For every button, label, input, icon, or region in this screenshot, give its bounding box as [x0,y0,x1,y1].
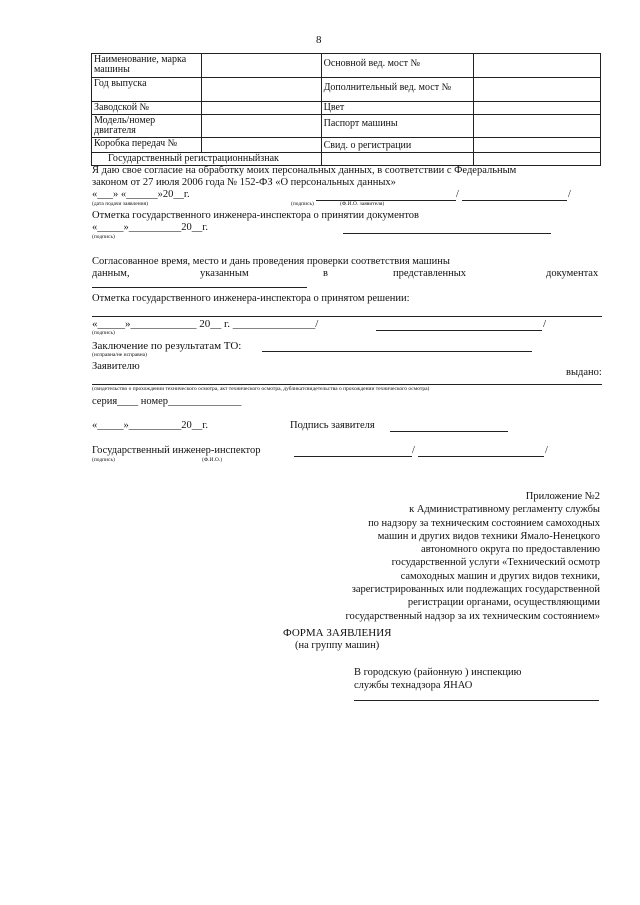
decision-date-line: «_____»____________ 20__ г. _______________/ [92,318,319,330]
form-subtitle: (на группу машин) [295,640,380,651]
addressee-input-line[interactable] [354,700,599,701]
appendix-header [345,490,600,623]
appendix-line: Приложение №2 [525,491,600,502]
caption-signature: (подпись) [291,201,314,207]
table-value-cell[interactable] [201,115,321,138]
table-value-cell[interactable] [201,54,321,78]
agreed-word: указанным [200,268,249,279]
decision-title: Отметка государственного инженера-инспектора о принятом решении: [92,293,410,304]
table-value-cell[interactable] [321,153,474,166]
table-value-cell[interactable] [474,102,601,115]
table-row [92,102,601,115]
inspector-fio-line[interactable] [418,456,544,457]
table-value-cell[interactable] [201,102,321,115]
table-label: Коробка передач № [92,138,202,153]
signature-line[interactable] [316,200,456,201]
table-label: Наименование, марка машины [92,54,202,78]
appendix-line: машин и других видов техники Ямало-Ненецкого [377,530,600,542]
table-row [92,138,601,153]
conclusion-label: Заключение по результатам ТО: [92,340,242,352]
conclusion-input-line[interactable] [262,351,532,352]
agreed-word: в [323,268,328,279]
consent-date-line: «___» «______»20__г. [92,189,190,200]
appendix-line: регистрации органами, осуществляющими [407,597,600,609]
separator-slash: / [545,445,548,456]
decision-input-line[interactable] [92,316,602,317]
addressee-line: службы технадзора ЯНАО [354,680,473,691]
inspector-label: Государственный инженер-инспектор [92,445,261,456]
table-label: Модель/номер двигателя [92,115,202,138]
table-label: Государственный регистрационныйзнак [92,153,322,166]
table-row [92,78,601,102]
page-number: 8 [316,34,322,46]
caption-signature: (подпись) [92,330,115,336]
agreed-word: данным, [92,268,130,279]
separator-slash: / [543,318,547,330]
caption-signature: (подпись) [92,457,115,463]
consent-text: законом от 27 июля 2006 года № 152-ФЗ «О персональных данных» [92,177,396,188]
table-value-cell[interactable] [474,54,601,78]
agreed-word: документах [546,268,599,279]
applicant-signature-line[interactable] [390,431,508,432]
agreed-word: представленных [393,268,467,279]
decision-fio-line[interactable] [376,330,542,331]
appendix-line: автономного округа по предоставлению [420,544,600,556]
caption-signature: (подпись) [92,234,115,240]
table-row [92,153,601,166]
fio-line[interactable] [462,200,567,201]
acceptance-date-line: «_____»__________20__г. [92,222,208,233]
table-label: Паспорт машины [321,115,474,138]
appendix-line: по надзору за техническим состоянием самоходных [368,517,600,529]
caption-conclusion: (исправна/не исправна) [92,352,147,358]
caption-fio: (Ф.И.О.) [202,457,223,463]
addressee-line: В городскую (районную ) инспекцию [354,667,522,678]
acceptance-title: Отметка государственного инженера-инспектора о принятии документов [92,210,420,221]
table-value-cell[interactable] [201,138,321,153]
vehicle-data-table [91,53,601,166]
appendix-line: государственной услуги «Технический осмотр [391,557,600,569]
table-label: Цвет [321,102,474,115]
table-row [92,115,601,138]
appendix-line: к Административному регламенту службы [409,504,600,516]
table-value-cell[interactable] [474,78,601,102]
form-title: ФОРМА ЗАЯВЛЕНИЯ [283,627,392,639]
appendix-line: зарегистрированных или подлежащих государственной [351,584,600,596]
separator-slash: / [568,189,571,200]
table-value-cell[interactable] [474,153,601,166]
table-label: Дополнительный вед. мост № [321,78,474,102]
issued-label: выдано: [566,367,602,378]
table-value-cell[interactable] [201,78,321,102]
sign-date-line: «_____»__________20__г. [92,420,208,431]
table-value-cell[interactable] [474,138,601,153]
separator-slash: / [412,445,415,456]
separator-slash: / [456,189,459,200]
appendix-line: самоходных машин и других видов техники, [400,570,600,582]
table-row [92,54,601,78]
applicant-signature-label: Подпись заявителя [290,420,375,431]
appendix-line: государственный надзор за их техническим состоянием» [345,610,600,622]
table-label: Свид. о регистрации [321,138,474,153]
agreed-input-line[interactable] [92,287,307,288]
applicant-label: Заявителю [92,361,140,372]
table-label: Год выпуска [92,78,202,102]
agreed-text: Согласованное время, место и дань проведения проверки соответствия машины [92,256,450,267]
applicant-input-line[interactable] [92,384,602,385]
table-label: Заводской № [92,102,202,115]
caption-date: (дата подачи заявления) [92,201,148,207]
caption-fio: (Ф.И.О. заявителя) [340,201,385,207]
acceptance-signature-line[interactable] [343,233,551,234]
table-label: Основной вед. мост № [321,54,474,78]
inspector-signature-line[interactable] [294,456,412,457]
caption-document-type: (свидетельство о прохождении технического осмотра, акт технического осмотра, дубликатсвидетельства о прохождении технического осмотра) [92,386,430,392]
consent-text: Я даю свое согласие на обработку моих персональных данных, в соответствии с Федеральным [92,165,517,176]
table-value-cell[interactable] [474,115,601,138]
series-number-line: серия____ номер______________ [92,396,242,407]
